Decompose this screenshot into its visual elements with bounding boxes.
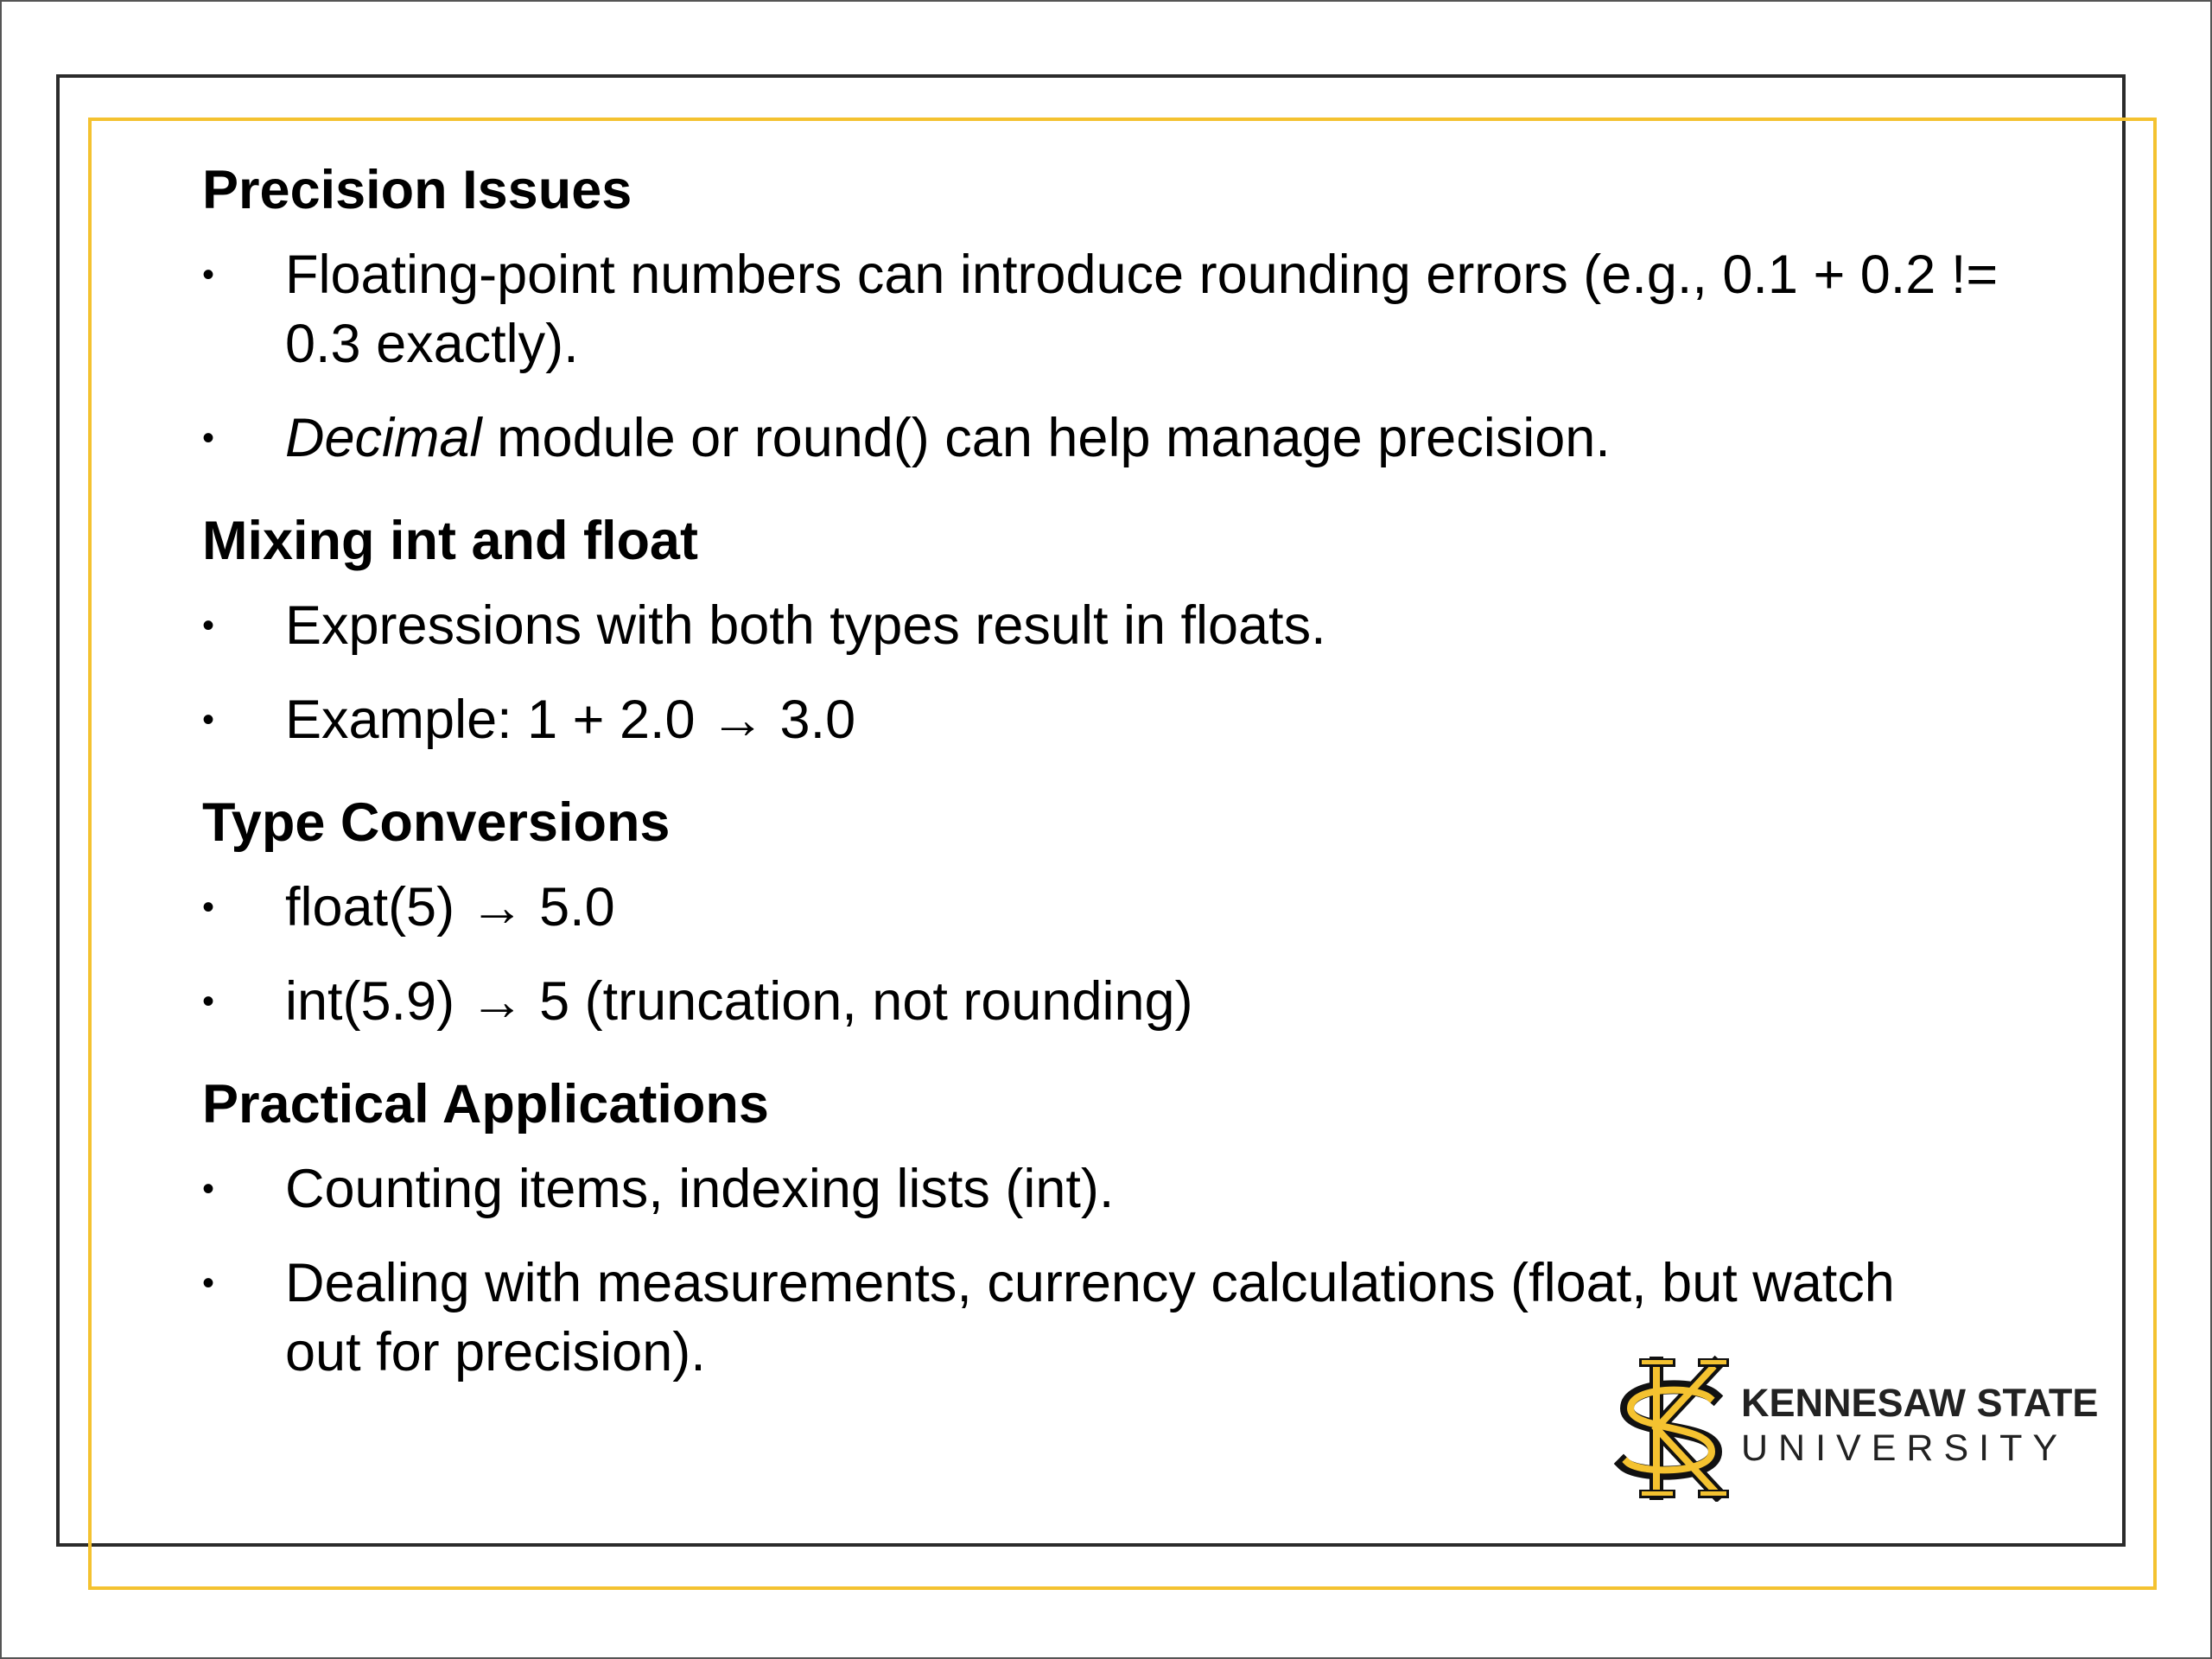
bullet-text: Counting items, indexing lists (int). <box>285 1159 1115 1219</box>
bullet-text: Floating-point numbers can introduce rounding errors (e.g., 0.1 + 0.2 != 0.3 exactly). <box>285 245 1999 374</box>
bullet-emphasis: Decimal <box>285 408 482 468</box>
bullet-dot: • <box>202 607 215 645</box>
bullet-text: int(5.9) → 5 (truncation, not rounding) <box>285 971 1193 1032</box>
bullet-text: Expressions with both types result in floats. <box>285 595 1326 656</box>
section-heading-type-conversions: Type Conversions <box>202 792 671 853</box>
bullet-text: Dealing with measurements, currency calculations (float, but watch out for precision). <box>285 1253 1895 1382</box>
bullet-list-type-conversions <box>202 873 2060 1036</box>
ksu-wordmark-line2: UNIVERSITY <box>1741 1427 2069 1469</box>
bullet-text: Example: 1 + 2.0 → 3.0 <box>285 690 856 750</box>
bullet-item <box>202 404 2060 473</box>
bullet-dot: • <box>202 256 215 294</box>
bullet-item <box>202 873 2060 942</box>
bullet-dot: • <box>202 982 215 1020</box>
bullet-item <box>202 1154 2060 1224</box>
ksu-monogram-icon <box>1611 1355 1732 1502</box>
bullet-dot: • <box>202 419 215 457</box>
ksu-wordmark-line1: KENNESAW STATE <box>1741 1381 2099 1425</box>
section-heading-practical-applications: Practical Applications <box>202 1074 769 1135</box>
bullet-dot: • <box>202 888 215 926</box>
ksu-wordmark <box>1741 1381 2099 1471</box>
bullet-list-practical-applications <box>202 1154 2060 1387</box>
slide-content <box>202 147 2060 1412</box>
bullet-dot: • <box>202 701 215 739</box>
ksu-logo <box>1611 1355 2099 1502</box>
section-heading-mixing-int-float: Mixing int and float <box>202 511 698 571</box>
bullet-text: module or round() can help manage precision. <box>481 408 1611 468</box>
bullet-dot: • <box>202 1264 215 1302</box>
section-heading-precision-issues: Precision Issues <box>202 160 632 220</box>
bullet-list-precision-issues <box>202 240 2060 473</box>
bullet-item <box>202 685 2060 754</box>
bullet-item <box>202 240 2060 378</box>
bullet-dot: • <box>202 1170 215 1208</box>
bullet-item <box>202 967 2060 1036</box>
bullet-list-mixing-int-float <box>202 591 2060 754</box>
bullet-text: float(5) → 5.0 <box>285 877 615 938</box>
bullet-item <box>202 591 2060 660</box>
